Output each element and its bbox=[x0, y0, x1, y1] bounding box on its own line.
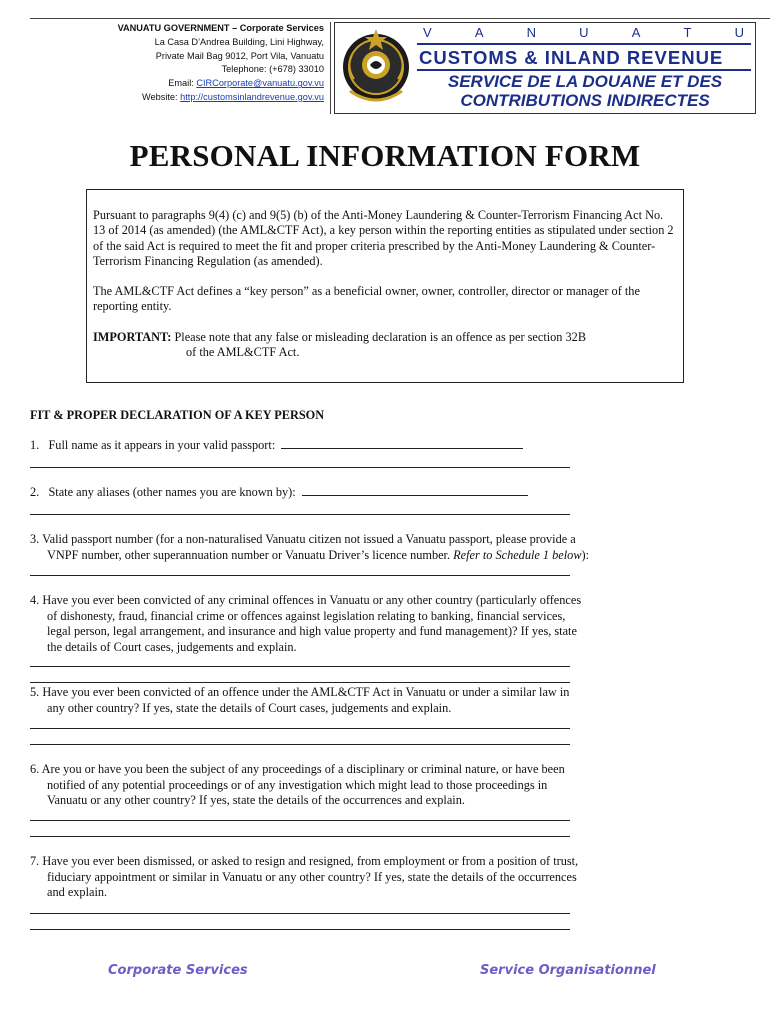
question-text: any other country? If yes, state the details of Court cases, judgements and explain. bbox=[47, 700, 452, 715]
answer-line[interactable] bbox=[30, 929, 570, 930]
question-number: 3. bbox=[30, 532, 40, 546]
question-7 bbox=[30, 854, 680, 901]
question-number: 2. bbox=[30, 485, 40, 499]
banner-french-1: SERVICE DE LA DOUANE ET DES bbox=[447, 72, 723, 91]
answer-line[interactable] bbox=[30, 728, 570, 729]
answer-line[interactable] bbox=[281, 448, 523, 449]
question-text: notified of any potential proceedings or of any investigation which might lead to those proceedings in bbox=[47, 777, 548, 792]
answer-line[interactable] bbox=[30, 744, 570, 745]
question-text: Have you ever been convicted of an offence under the AML&CTF Act in Vanuatu or under a similar law in bbox=[42, 685, 570, 699]
email-row bbox=[60, 77, 324, 91]
schedule-reference: Refer to Schedule 1 below bbox=[453, 547, 582, 562]
question-text: and explain. bbox=[47, 885, 108, 900]
answer-line[interactable] bbox=[30, 467, 570, 468]
answer-line[interactable] bbox=[30, 575, 570, 576]
answer-line[interactable] bbox=[30, 682, 570, 683]
footer-right: Service Organisationnel bbox=[480, 963, 656, 978]
website-label: Website: bbox=[142, 91, 178, 102]
banner-letter: A bbox=[474, 25, 485, 40]
question-number: 4. bbox=[30, 593, 40, 607]
banner-letter: A bbox=[631, 25, 642, 40]
answer-line[interactable] bbox=[30, 666, 570, 667]
question-2 bbox=[30, 485, 680, 501]
banner-letter: V bbox=[423, 25, 433, 40]
question-4 bbox=[30, 593, 680, 655]
question-text: the details of Court cases, judgements and explain. bbox=[47, 639, 297, 654]
vanuatu-seal-icon bbox=[338, 25, 414, 109]
question-text: Valid passport number (for a non-naturalised Vanuatu citizen not issued a Vanuatu passport, please provide a bbox=[42, 532, 576, 546]
banner-french-2: CONTRIBUTIONS INDIRECTES bbox=[460, 91, 710, 110]
question-number: 7. bbox=[30, 854, 40, 868]
email-link[interactable]: CIRCorporate@vanuatu.gov.vu bbox=[196, 78, 324, 89]
banner-band bbox=[417, 69, 751, 71]
question-text-tail: ): bbox=[581, 547, 590, 562]
banner-letters bbox=[417, 25, 751, 41]
header-rule bbox=[30, 18, 770, 19]
answer-line[interactable] bbox=[30, 820, 570, 821]
address-line-2: Private Mail Bag 9012, Port Vila, Vanuatu bbox=[155, 50, 324, 61]
important-label: IMPORTANT: bbox=[93, 330, 172, 344]
page-title: PERSONAL INFORMATION FORM bbox=[129, 138, 641, 173]
question-5 bbox=[30, 685, 680, 716]
question-text: State any aliases (other names you are known by): bbox=[48, 485, 296, 499]
important-note bbox=[93, 330, 678, 345]
answer-line[interactable] bbox=[30, 836, 570, 837]
question-text: of dishonesty, fraud, financial crime or offences against legislation relating to banking, financial services, bbox=[47, 608, 566, 623]
question-text: Have you ever been convicted of any criminal offences in Vanuatu or any other country (particularly offences bbox=[42, 593, 582, 607]
answer-line[interactable] bbox=[302, 495, 528, 496]
question-text: legal person, legal arrangement, and insurance and high value property and fund management)? If yes, state bbox=[47, 624, 577, 639]
question-text: Have you ever been dismissed, or asked to resign and resigned, from employment or from a position of trust, bbox=[42, 854, 579, 868]
question-1 bbox=[30, 438, 680, 454]
website-row bbox=[60, 91, 324, 105]
banner-letter: U bbox=[734, 25, 745, 40]
intro-paragraph-1: Pursuant to paragraphs 9(4) (c) and 9(5) (b) of the Anti-Money Laundering & Counter-Terrorism Financing Act No. 13 of 2014 (as amended) (the AML&CTF Act), a key person within the reporting entities as stipulated under section 2 of the said Act is required to meet the fit and proper criteria prescribed by the Anti-Money Laundering & Counter-Terrorism Financing Regulation (as amended). bbox=[93, 208, 674, 269]
question-text: Are you or have you been the subject of any proceedings of a disciplinary or criminal nature, or have been bbox=[41, 762, 565, 776]
telephone: Telephone: (+678) 33010 bbox=[221, 64, 324, 75]
email-label: Email: bbox=[168, 78, 194, 89]
question-number: 6. bbox=[30, 762, 40, 776]
question-3 bbox=[30, 532, 680, 563]
customs-banner bbox=[334, 22, 756, 114]
footer-left: Corporate Services bbox=[108, 963, 248, 978]
question-text: Vanuatu or any other country? If yes, state the details of the occurrences and explain. bbox=[47, 793, 465, 808]
question-text: Full name as it appears in your valid passport: bbox=[48, 438, 276, 452]
question-text: fiduciary appointment or similar in Vanuatu or any other country? If yes, state the details of the occurrences bbox=[47, 869, 577, 884]
question-number: 1. bbox=[30, 438, 40, 452]
important-text: Please note that any false or misleading declaration is an offence as per section 32B bbox=[174, 330, 587, 344]
letterhead-address bbox=[60, 22, 324, 105]
intro-paragraph-2: The AML&CTF Act defines a “key person” as a beneficial owner, owner, controller, director or manager of the reporting entity. bbox=[93, 284, 640, 314]
banner-letter: T bbox=[683, 25, 693, 40]
header-divider bbox=[330, 22, 331, 114]
question-6 bbox=[30, 762, 680, 809]
banner-letter: N bbox=[526, 25, 538, 40]
banner-letter: U bbox=[579, 25, 590, 40]
org-name: VANUATU GOVERNMENT – Corporate Services bbox=[117, 23, 324, 33]
website-link[interactable]: http://customsinlandrevenue.gov.vu bbox=[180, 91, 324, 102]
section-title: FIT & PROPER DECLARATION OF A KEY PERSON bbox=[30, 408, 325, 422]
question-text: VNPF number, other superannuation number or Vanuatu Driver’s licence number. bbox=[47, 547, 451, 562]
question-number: 5. bbox=[30, 685, 40, 699]
important-note-cont: of the AML&CTF Act. bbox=[186, 345, 300, 359]
banner-band bbox=[417, 43, 751, 45]
answer-line[interactable] bbox=[30, 913, 570, 914]
address-line-1: La Casa D’Andrea Building, Lini Highway, bbox=[154, 36, 324, 47]
answer-line[interactable] bbox=[30, 514, 570, 515]
banner-english: CUSTOMS & INLAND REVENUE bbox=[419, 47, 724, 68]
